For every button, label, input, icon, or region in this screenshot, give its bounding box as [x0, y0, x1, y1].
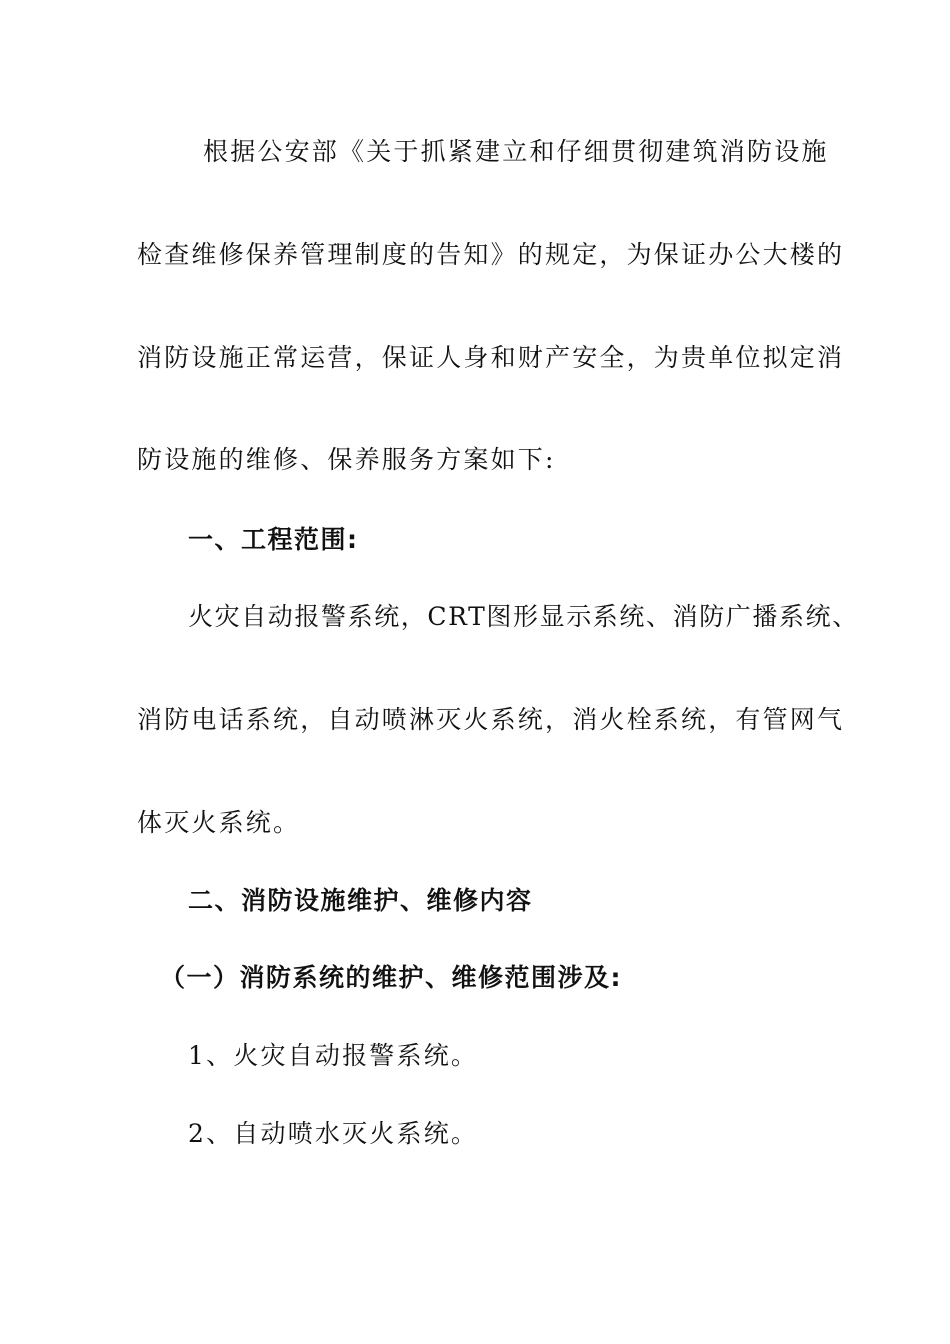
section-1-heading: 一、工程范围: — [188, 525, 359, 554]
intro-line-1: 根据公安部《关于抓紧建立和仔细贯彻建筑消防设施 — [203, 137, 829, 166]
list-item-2: 2、自动喷水灭火系统。 — [188, 1119, 479, 1148]
section-2-heading: 二、消防设施维护、维修内容 — [188, 886, 533, 915]
section-1-body-line-3: 体灭火系统。 — [137, 808, 301, 837]
section-2-subheading: （一）消防系统的维护、维修范围涉及: — [160, 963, 622, 992]
list-item-1: 1、火灾自动报警系统。 — [188, 1041, 479, 1070]
intro-line-3: 消防设施正常运营，保证人身和财产安全，为贵单位拟定消 — [137, 343, 845, 372]
intro-line-4: 防设施的维修、保养服务方案如下: — [137, 445, 556, 474]
section-1-body-line-2: 消防电话系统，自动喷淋灭火系统，消火栓系统，有管网气 — [137, 705, 845, 734]
section-1-body-line-1: 火灾自动报警系统，CRT图形显示系统、消防广播系统、 — [188, 602, 859, 631]
intro-line-2: 检查维修保养管理制度的告知》的规定，为保证办公大楼的 — [137, 240, 845, 269]
